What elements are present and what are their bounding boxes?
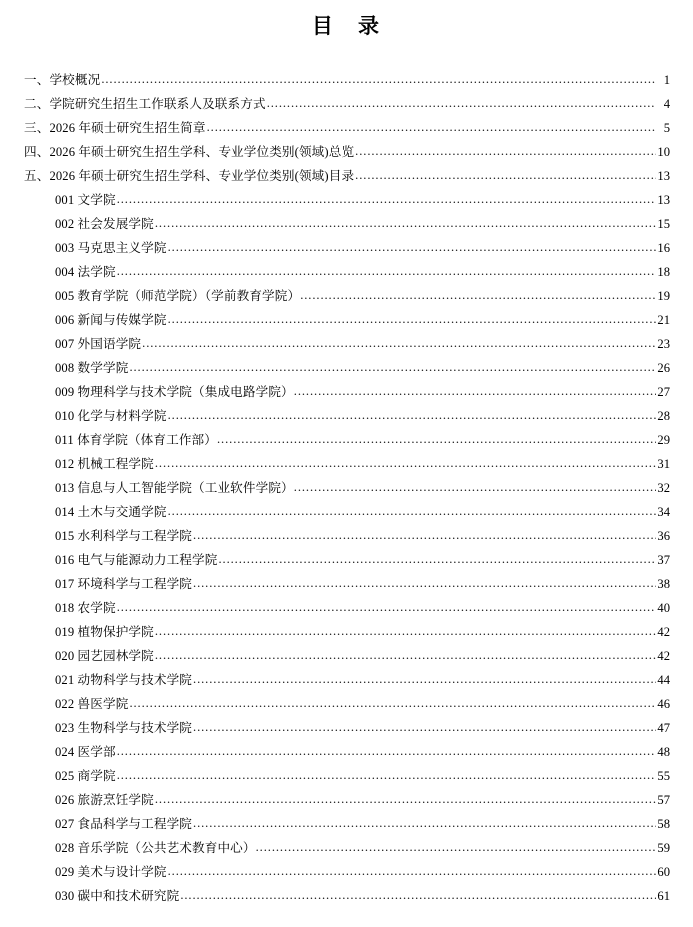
toc-entry-page-number: 57 (657, 793, 670, 808)
toc-leader-dots (117, 764, 656, 787)
toc-entry-page-number: 13 (657, 169, 670, 184)
toc-entry-page-number: 27 (657, 385, 670, 400)
toc-entry[interactable] (24, 308, 670, 332)
toc-leader-dots (142, 332, 656, 355)
toc-entry[interactable] (24, 788, 670, 812)
toc-leader-dots (117, 740, 656, 763)
toc-leader-dots (355, 164, 656, 187)
toc-entry-page-number: 32 (657, 481, 670, 496)
toc-entry[interactable] (24, 836, 670, 860)
toc-entry[interactable] (24, 92, 670, 116)
toc-entry[interactable] (24, 428, 670, 452)
toc-leader-dots (180, 884, 656, 907)
toc-entry-label: 026 旅游烹饪学院 (55, 793, 154, 808)
toc-entry-page-number: 31 (657, 457, 670, 472)
toc-entry[interactable] (24, 692, 670, 716)
toc-entry-page-number: 47 (657, 721, 670, 736)
toc-entry-label: 014 土木与交通学院 (55, 505, 167, 520)
toc-entry-label: 二、学院研究生招生工作联系人及联系方式 (24, 97, 266, 112)
toc-entry-page-number: 46 (657, 697, 670, 712)
toc-entry-label: 009 物理科学与技术学院（集成电路学院） (55, 385, 294, 400)
toc-entry[interactable] (24, 572, 670, 596)
toc-entry-label: 007 外国语学院 (55, 337, 142, 352)
toc-entry[interactable] (24, 116, 670, 140)
toc-entry-label: 005 教育学院（师范学院）（学前教育学院） (55, 289, 301, 304)
toc-entry-label: 002 社会发展学院 (55, 217, 154, 232)
toc-entry-label: 016 电气与能源动力工程学院 (55, 553, 218, 568)
toc-entry-page-number: 58 (657, 817, 670, 832)
toc-entry-label: 013 信息与人工智能学院（工业软件学院） (55, 481, 294, 496)
toc-entry[interactable] (24, 764, 670, 788)
toc-leader-dots (256, 836, 656, 859)
toc-leader-dots (217, 428, 656, 451)
page-title: 目 录 (311, 14, 382, 38)
toc-entry[interactable] (24, 812, 670, 836)
toc-leader-dots (193, 572, 656, 595)
toc-entry-page-number: 4 (663, 97, 670, 112)
toc-entry[interactable] (24, 740, 670, 764)
toc-leader-dots (155, 620, 656, 643)
toc-leader-dots (168, 860, 656, 883)
toc-entry[interactable] (24, 188, 670, 212)
toc-leader-dots (101, 68, 656, 91)
toc-entry[interactable] (24, 476, 670, 500)
toc-entry-page-number: 18 (657, 265, 670, 280)
toc-entry-page-number: 15 (657, 217, 670, 232)
toc-entry[interactable] (24, 620, 670, 644)
toc-entry-label: 020 园艺园林学院 (55, 649, 154, 664)
toc-leader-dots (193, 716, 656, 739)
toc-entry[interactable] (24, 68, 670, 92)
toc-entry[interactable] (24, 884, 670, 908)
toc-leader-dots (155, 788, 656, 811)
toc-entry-label: 一、学校概况 (24, 73, 101, 88)
toc-entry[interactable] (24, 524, 670, 548)
toc-entry-label: 010 化学与材料学院 (55, 409, 167, 424)
toc-leader-dots (294, 380, 656, 403)
toc-entry-label: 018 农学院 (55, 601, 116, 616)
toc-leader-dots (193, 524, 656, 547)
toc-leader-dots (294, 476, 656, 499)
toc-leader-dots (117, 596, 656, 619)
toc-entry-label: 022 兽医学院 (55, 697, 129, 712)
toc-entry-page-number: 40 (657, 601, 670, 616)
toc-entry-label: 021 动物科学与技术学院 (55, 673, 193, 688)
toc-entry[interactable] (24, 500, 670, 524)
toc-entry[interactable] (24, 380, 670, 404)
toc-entry-label: 006 新闻与传媒学院 (55, 313, 167, 328)
toc-entry[interactable] (24, 596, 670, 620)
toc-entry-label: 030 碳中和技术研究院 (55, 889, 180, 904)
toc-entry-label: 004 法学院 (55, 265, 116, 280)
toc-entry-label: 017 环境科学与工程学院 (55, 577, 193, 592)
toc-entry-label: 五、2026 年硕士研究生招生学科、专业学位类别(领域)目录 (24, 169, 355, 184)
toc-leader-dots (207, 116, 656, 139)
toc-entry-page-number: 21 (657, 313, 670, 328)
toc-entry[interactable] (24, 668, 670, 692)
toc-entry-label: 012 机械工程学院 (55, 457, 154, 472)
toc-entry[interactable] (24, 356, 670, 380)
toc-leader-dots (168, 236, 656, 259)
toc-entry-label: 027 食品科学与工程学院 (55, 817, 193, 832)
toc-entry-label: 019 植物保护学院 (55, 625, 154, 640)
toc-leader-dots (355, 140, 656, 163)
toc-leader-dots (155, 644, 656, 667)
toc-leader-dots (168, 308, 656, 331)
toc-leader-dots (168, 404, 656, 427)
toc-entry-label: 四、2026 年硕士研究生招生学科、专业学位类别(领域)总览 (24, 145, 355, 160)
table-of-contents (0, 68, 693, 908)
toc-entry-label: 024 医学部 (55, 745, 116, 760)
toc-leader-dots (117, 260, 656, 283)
toc-entry-label: 025 商学院 (55, 769, 116, 784)
toc-entry-page-number: 23 (657, 337, 670, 352)
toc-leader-dots (218, 548, 656, 571)
toc-entry[interactable] (24, 164, 670, 188)
toc-leader-dots (155, 212, 656, 235)
toc-entry-page-number: 16 (657, 241, 670, 256)
toc-entry-label: 003 马克思主义学院 (55, 241, 167, 256)
toc-entry-page-number: 29 (657, 433, 670, 448)
toc-leader-dots (193, 668, 656, 691)
toc-entry-page-number: 34 (657, 505, 670, 520)
toc-entry-label: 011 体育学院（体育工作部） (55, 433, 217, 448)
toc-entry-label: 029 美术与设计学院 (55, 865, 167, 880)
toc-entry[interactable] (24, 212, 670, 236)
toc-leader-dots (129, 356, 656, 379)
toc-entry-page-number: 5 (663, 121, 670, 136)
toc-entry[interactable] (24, 284, 670, 308)
toc-entry-page-number: 61 (657, 889, 670, 904)
toc-entry-label: 028 音乐学院（公共艺术教育中心） (55, 841, 256, 856)
toc-leader-dots (155, 452, 656, 475)
toc-entry-page-number: 55 (657, 769, 670, 784)
toc-entry-page-number: 28 (657, 409, 670, 424)
toc-entry-label: 001 文学院 (55, 193, 116, 208)
toc-entry-page-number: 19 (657, 289, 670, 304)
toc-entry-label: 三、2026 年硕士研究生招生简章 (24, 121, 206, 136)
toc-entry-page-number: 59 (657, 841, 670, 856)
toc-entry-page-number: 42 (657, 649, 670, 664)
toc-entry-page-number: 26 (657, 361, 670, 376)
toc-entry-label: 023 生物科学与技术学院 (55, 721, 193, 736)
toc-entry[interactable] (24, 236, 670, 260)
toc-entry-page-number: 13 (657, 193, 670, 208)
toc-entry-label: 015 水利科学与工程学院 (55, 529, 193, 544)
toc-leader-dots (168, 500, 656, 523)
toc-entry[interactable] (24, 716, 670, 740)
toc-entry[interactable] (24, 140, 670, 164)
toc-entry-page-number: 10 (657, 145, 670, 160)
toc-entry[interactable] (24, 644, 670, 668)
toc-entry-page-number: 38 (657, 577, 670, 592)
toc-leader-dots (267, 92, 656, 115)
toc-entry-page-number: 42 (657, 625, 670, 640)
toc-entry-page-number: 44 (657, 673, 670, 688)
toc-leader-dots (117, 188, 656, 211)
toc-leader-dots (300, 284, 656, 307)
toc-leader-dots (193, 812, 656, 835)
toc-entry-page-number: 1 (663, 73, 670, 88)
toc-entry-label: 008 数学学院 (55, 361, 129, 376)
toc-leader-dots (129, 692, 656, 715)
toc-entry[interactable] (24, 452, 670, 476)
toc-entry-page-number: 48 (657, 745, 670, 760)
toc-entry[interactable] (24, 404, 670, 428)
toc-entry-page-number: 36 (657, 529, 670, 544)
toc-entry[interactable] (24, 260, 670, 284)
toc-entry[interactable] (24, 860, 670, 884)
toc-entry-page-number: 60 (657, 865, 670, 880)
toc-entry[interactable] (24, 548, 670, 572)
toc-entry[interactable] (24, 332, 670, 356)
toc-entry-page-number: 37 (657, 553, 670, 568)
